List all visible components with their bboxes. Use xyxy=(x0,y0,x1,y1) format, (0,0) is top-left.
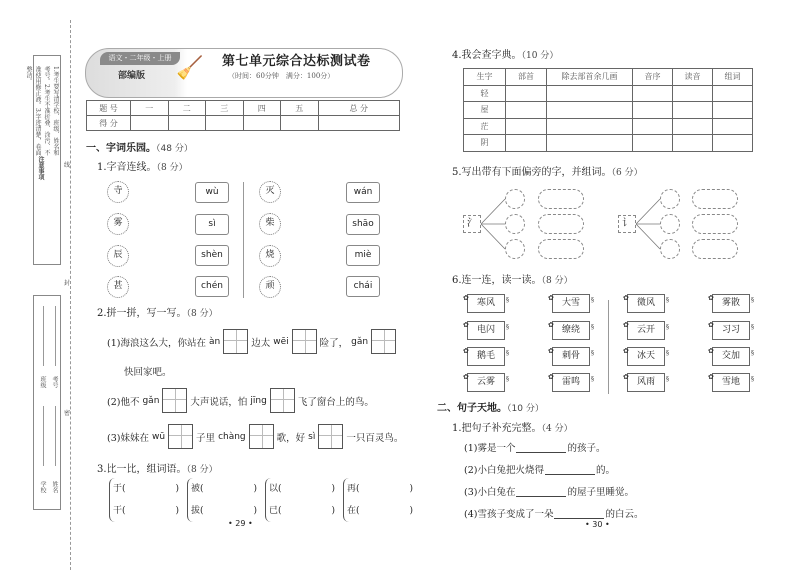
word-card[interactable]: ✿ 大雪 § xyxy=(552,294,590,313)
table-cell: 轻 xyxy=(464,85,506,102)
pinyin-box[interactable]: shèn xyxy=(195,245,229,266)
char-flower[interactable]: 寺 xyxy=(107,181,129,203)
question-heading: 1.把句子补充完整。（4 分） xyxy=(452,423,573,434)
radical-box: 氵 xyxy=(463,215,481,233)
fill-sentence: (2)他不 gǎn 大声说话，怕 jīng 飞了窗台上的鸟。 xyxy=(107,388,374,413)
cartoon-sweeping-girl-icon: 🧹 xyxy=(176,56,204,81)
char-flower[interactable]: 柴 xyxy=(259,213,281,235)
word-card[interactable]: ✿ 云雾 § xyxy=(467,373,505,392)
fill-sentence: (3)妹妹在 wū 子里 chàng 歌，好 sì 一只百灵鸟。 xyxy=(107,424,403,449)
table-cell: 四 xyxy=(243,101,281,116)
fill-sentence: (2)小白兔把火烧得 的。 xyxy=(464,465,615,476)
compare-pair: 以( ) 已( ) xyxy=(265,478,335,522)
answer-cloud[interactable] xyxy=(538,189,584,209)
char-flower[interactable]: 顽 xyxy=(259,276,281,298)
answer-circle[interactable] xyxy=(505,189,525,209)
cut-mark: 线 xyxy=(64,162,71,169)
fill-sentence: (3)小白兔在 的屋子里睡觉。 xyxy=(464,487,634,498)
char-flower[interactable]: 灭 xyxy=(259,181,281,203)
word-card[interactable]: ✿ 刺骨 § xyxy=(552,347,590,366)
fill-sentence: (1)雾是一个 的孩子。 xyxy=(464,443,606,454)
word-card[interactable]: ✿ 缭绕 § xyxy=(552,321,590,340)
table-header: 生字 xyxy=(464,69,506,86)
char-flower[interactable]: 辰 xyxy=(107,245,129,267)
pinyin-box[interactable]: chái xyxy=(346,276,380,297)
cut-mark: 封 xyxy=(64,280,71,287)
fill-sentence: (1)海浪这么大，你站在 àn 边太 wēi 险了， gǎn xyxy=(107,329,399,354)
table-cell: 屋 xyxy=(464,102,506,119)
pinyin-box[interactable]: chén xyxy=(195,276,229,297)
pinyin-box[interactable]: wù xyxy=(195,182,229,203)
answer-circle[interactable] xyxy=(660,239,680,259)
table-cell: 题 号 xyxy=(87,101,131,116)
answer-cloud[interactable] xyxy=(538,239,584,259)
char-flower[interactable]: 甚 xyxy=(107,276,129,298)
answer-circle[interactable] xyxy=(505,239,525,259)
page-title: 第七单元综合达标测试卷 xyxy=(222,54,371,69)
page-number: • 30 • xyxy=(585,520,610,529)
pinyin-box[interactable]: miè xyxy=(346,245,380,266)
answer-cloud[interactable] xyxy=(692,189,738,209)
table-cell: 得 分 xyxy=(87,116,131,131)
word-card[interactable]: ✿ 鹅毛 § xyxy=(467,347,505,366)
answer-cloud[interactable] xyxy=(692,214,738,234)
question-heading: 4.我会查字典。（10 分） xyxy=(452,50,559,61)
word-card[interactable]: ✿ 习习 § xyxy=(712,321,750,340)
word-card[interactable]: ✿ 冰天 § xyxy=(627,347,665,366)
table-cell: 二 xyxy=(168,101,206,116)
word-card[interactable]: ✿ 电闪 § xyxy=(467,321,505,340)
question-heading: 2.拼一拼，写一写。（8 分） xyxy=(97,308,218,319)
table-header: 组词 xyxy=(713,69,753,86)
table-cell: 总 分 xyxy=(318,101,400,116)
word-card[interactable]: ✿ 雷鸣 § xyxy=(552,373,590,392)
table-cell: 阴 xyxy=(464,135,506,152)
table-header: 读音 xyxy=(673,69,713,86)
question-heading: 1.字音连线。（8 分） xyxy=(97,162,188,173)
word-card[interactable]: ✿ 风雨 § xyxy=(627,373,665,392)
radical-box: 讠 xyxy=(618,215,636,233)
notice-label: 注意事项 xyxy=(37,156,44,180)
table-header: 音序 xyxy=(633,69,673,86)
question-heading: 5.写出带有下面偏旁的字，并组词。（6 分） xyxy=(452,167,643,178)
table-cell: 一 xyxy=(131,101,169,116)
char-flower[interactable]: 雾 xyxy=(107,213,129,235)
school-field-label[interactable]: 学校 xyxy=(39,481,46,493)
table-header: 部首 xyxy=(506,69,547,86)
blank-input[interactable] xyxy=(554,508,604,519)
edition-label: 部编版 xyxy=(118,71,146,81)
fill-sentence-end: 快回家吧。 xyxy=(124,367,172,378)
name-field-label[interactable]: 姓名 xyxy=(51,481,58,493)
word-card[interactable]: ✿ 雾散 § xyxy=(712,294,750,313)
exam-number-field-label[interactable]: 考号 xyxy=(51,376,58,388)
divider xyxy=(608,300,609,394)
word-card[interactable]: ✿ 微风 § xyxy=(627,294,665,313)
cut-mark: 密 xyxy=(64,410,71,417)
question-heading: 6.连一连，读一读。（8 分） xyxy=(452,275,573,286)
pinyin-box[interactable]: shāo xyxy=(346,214,380,235)
answer-circle[interactable] xyxy=(660,189,680,209)
char-flower[interactable]: 烧 xyxy=(259,245,281,267)
exam-subtitle: （时间：60分钟 满分：100分） xyxy=(228,72,335,80)
notice-text: 1.考生要写清学校、班级、姓名和考号。2.考生不准折叠、涂污、不准使用修正液。3.字迹清楚，卷面整洁。 xyxy=(25,66,59,156)
word-card[interactable]: ✿ 交加 § xyxy=(712,347,750,366)
section-heading: 二、句子天地。（10 分） xyxy=(437,403,544,414)
answer-circle[interactable] xyxy=(505,214,525,234)
table-cell: 五 xyxy=(281,101,319,116)
word-card[interactable]: ✿ 寒风 § xyxy=(467,294,505,313)
word-card[interactable]: ✿ 雪地 § xyxy=(712,373,750,392)
pinyin-box[interactable]: sì xyxy=(195,214,229,235)
table-header: 除去部首余几画 xyxy=(547,69,633,86)
blank-input[interactable] xyxy=(545,464,595,475)
answer-cloud[interactable] xyxy=(692,239,738,259)
subject-tag: 语文・二年级・上册 xyxy=(100,52,180,65)
class-field-label[interactable]: 班级 xyxy=(39,376,46,388)
table-cell: 茫 xyxy=(464,118,506,135)
section-heading: 一、字词乐园。（48 分） xyxy=(86,143,193,154)
question-heading: 3.比一比，组词语。（8 分） xyxy=(97,464,218,475)
page-number: • 29 • xyxy=(228,519,253,528)
compare-pair: 再( ) 在( ) xyxy=(343,478,413,522)
blank-input[interactable] xyxy=(516,486,566,497)
compare-pair: 于( ) 干( ) xyxy=(109,478,179,522)
table-cell: 三 xyxy=(206,101,244,116)
compare-pair: 被( ) 拔( ) xyxy=(187,478,257,522)
answer-circle[interactable] xyxy=(660,214,680,234)
pinyin-box[interactable]: wán xyxy=(346,182,380,203)
word-card[interactable]: ✿ 云开 § xyxy=(627,321,665,340)
answer-cloud[interactable] xyxy=(538,214,584,234)
fill-sentence: (4)雪孩子变成了一朵 的白云。 xyxy=(464,509,644,520)
blank-input[interactable] xyxy=(516,442,566,453)
